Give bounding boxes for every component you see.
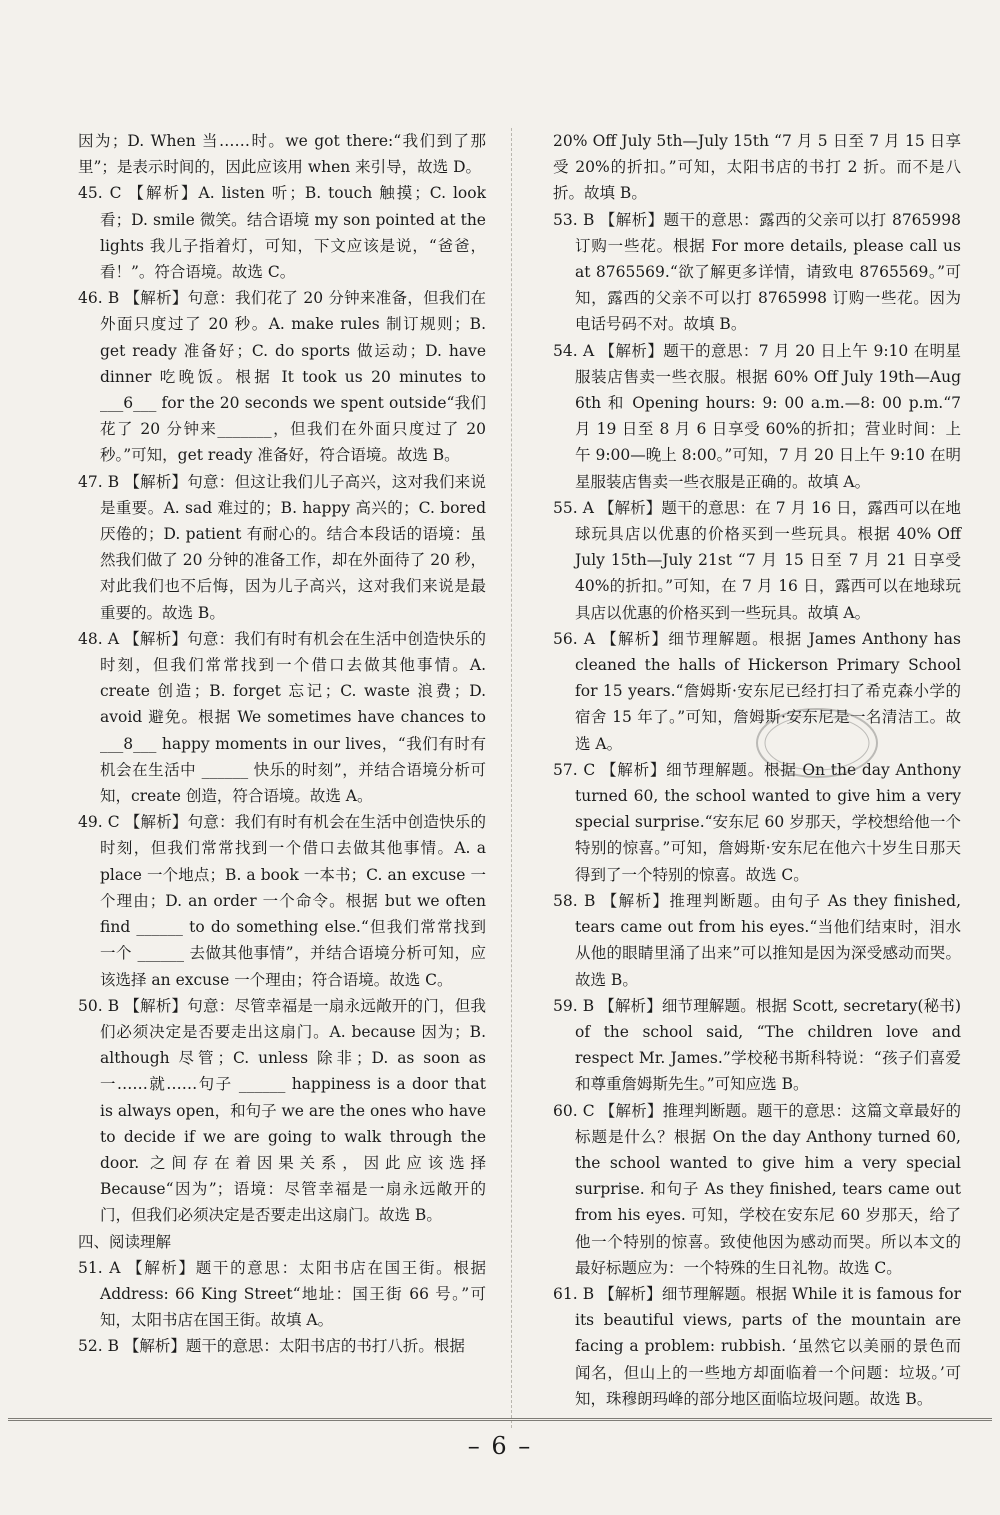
answer-54: 54. A 【解析】题干的意思：7 月 20 日上午 9:10 在明星服装店售卖一些衣服。根据 60% Off July 19th—Aug 6th 和 Opening hours: 9: 00 a.m.—8: 00 p.m.“7 月 19 日至 8 月 6 日享受 60%的折扣；营业时间：上午 9:00—晚上 8:00。”可知，7 月 20 日上午 9:10 在明星服装店售卖一些衣服是正确的。故填 A。: [553, 341, 961, 491]
answer-45: 45. C 【解析】A. listen 听；B. touch 触摸；C. look 看；D. smile 微笑。结合语境 my son pointed at the lights 我儿子指着灯，可知，下文应该是说，“爸爸，看！”。符合语境。故选 C。: [78, 184, 486, 282]
stamp-watermark-icon: [752, 703, 882, 783]
column-divider: [511, 128, 512, 1428]
answer-58: 58. B 【解析】推理判断题。由句子 As they finished, tears came out from his eyes.“当他们结束时，泪水从他的眼睛里涌了出来”可以推知是因为深受感动而哭。故选 B。: [553, 891, 961, 989]
answer-52: 52. B 【解析】题干的意思：太阳书店的书打八折。根据: [78, 1337, 465, 1356]
answer-55: 55. A 【解析】题干的意思：在 7 月 16 日，露西可以在地球玩具店以优惠的价格买到一些玩具。根据 40% Off July 15th—July 21st “7 月 15 日至 7 月 21 日享受 40%的折扣。”可知，在 7 月 16 日，露西可以在地球玩具店以优惠的价格买到一些玩具。故填 A。: [553, 498, 961, 622]
answer-57: 57. C 【解析】细节理解题。根据 On the day Anthony turned 60, the school wanted to give him a very special surprise.“安东尼 60 岁那天，学校想给他一个特别的惊喜。”可知，詹姆斯·安东尼在他六十岁生日那天得到了一个特别的惊喜。故选 C。: [553, 760, 961, 884]
answer-59: 59. B 【解析】细节理解题。根据 Scott, secretary(秘书) of the school said, “The children love and respect Mr. James.”学校秘书斯科特说：“孩子们喜爱和尊重詹姆斯先生。”可知应选 B。: [553, 996, 961, 1094]
section-heading: 四、阅读理解: [78, 1232, 172, 1251]
page-number: – 6 –: [467, 1432, 533, 1460]
answer-49: 49. C 【解析】句意：我们有时有机会在生活中创造快乐的时刻，但我们常常找到一个借口去做其他事情。A. a place 一个地点；B. a book 一本书；C. an excuse 一个理由；D. an order 一个命令。根据 but we often find ______ to do something else.“但我们常常找到一个 ______ 去做其他事情”，并结合语境分析可知，应该选择 an excuse 一个理由；符合语境。故选 C。: [78, 813, 486, 989]
answer-56: 56. A 【解析】细节理解题。根据 James Anthony has cleaned the halls of Hickerson Primary School for 15 years.“詹姆斯·安东尼已经打扫了希克森小学的宿舍 15 年了。”可知，詹姆斯·安东尼是一名清洁工。故选 A。: [553, 629, 961, 753]
answer-50: 50. B 【解析】句意：尽管幸福是一扇永远敞开的门，但我们必须决定是否要走出这扇门。A. because 因为；B. although 尽管；C. unless 除非；D. as soon as 一……就……句子 ______ happiness is a door that is always open，和句子 we are the ones who have to decide if we are going to walk through the door. 之间存在着因果关系，因此应该选择 Because“因为”；语境：尽管幸福是一扇永远敞开的门，但我们必须决定是否要走出这扇门。故选 B。: [78, 996, 486, 1225]
answer-46: 46. B 【解析】句意：我们花了 20 分钟来准备，但我们在外面只度过了 20 秒。A. make rules 制订规则；B. get ready 准备好；C. do sports 做运动；D. have dinner 吃晚饭。根据 It took us 20 minutes to ___6___ for the 20 seconds we spent outside“我们花了 20 分钟来_______，但我们在外面只度过了 20 秒。”可知，get ready 准备好，符合语境。故选 B。: [78, 289, 486, 465]
answer-continuation: 因为；D. When 当……时。we got there:“我们到了那里”；是表示时间的，因此应该用 when 来引导，故选 D。: [78, 132, 486, 177]
answer-48: 48. A 【解析】句意：我们有时有机会在生活中创造快乐的时刻，但我们常常找到一个借口去做其他事情。A. create 创造；B. forget 忘记；C. waste 浪费；D. avoid 避免。根据 We sometimes have chances to ___8___ happy moments in our lives，“我们有时有机会在生活中 ______ 快乐的时刻”，并结合语境分析可知，create 创造，符合语境。故选 A。: [78, 629, 486, 806]
answer-47: 47. B 【解析】句意：但这让我们儿子高兴，这对我们来说是重要。A. sad 难过的；B. happy 高兴的；C. bored 厌倦的；D. patient 有耐心的。结合本段话的语境：虽然我们做了 20 分钟的准备工作，却在外面待了 20 秒，对此我们也不后悔，因为儿子高兴，这对我们来说是最重要的。故选 B。: [78, 472, 486, 622]
footer-rule: [8, 1418, 992, 1421]
answer-51: 51. A 【解析】题干的意思：太阳书店在国王街。根据 Address: 66 King Street“地址：国王街 66 号。”可知，太阳书店在国王街。故填 A。: [78, 1258, 486, 1330]
answer-60: 60. C 【解析】推理判断题。题干的意思：这篇文章最好的标题是什么？根据 On the day Anthony turned 60, the school wanted to give him a very special surprise. 和句子 As they finished, tears came out from his eyes. 可知，学校在安东尼 60 岁那天，给了他一个特别的惊喜。致使他因为感动而哭。所以本文的最好标题应为：一个特殊的生日礼物。故选 C。: [553, 1101, 961, 1277]
answer-53: 53. B 【解析】题干的意思：露西的父亲可以打 8765998 订购一些花。根据 For more details, please call us at 8765569.“欲了解更多详情，请致电 8765569。”可知，露西的父亲不可以打 8765998 订购一些花。因为电话号码不对。故填 B。: [553, 210, 961, 334]
answer-61: 61. B 【解析】细节理解题。根据 While it is famous for its beautiful views, parts of the mountain are facing a problem: rubbish. ‘虽然它以美丽的景色而闻名，但山上的一些地方却面临着一个问题：垃圾。’可知，珠穆朗玛峰的部分地区面临垃圾问题。故选 B。: [553, 1284, 961, 1408]
answer-52-continuation: 20% Off July 5th—July 15th “7 月 5 日至 7 月 15 日享受 20%的折扣。”可知，太阳书店的书打 2 折。而不是八折。故填 B。: [553, 132, 961, 203]
left-column: [78, 128, 486, 1360]
